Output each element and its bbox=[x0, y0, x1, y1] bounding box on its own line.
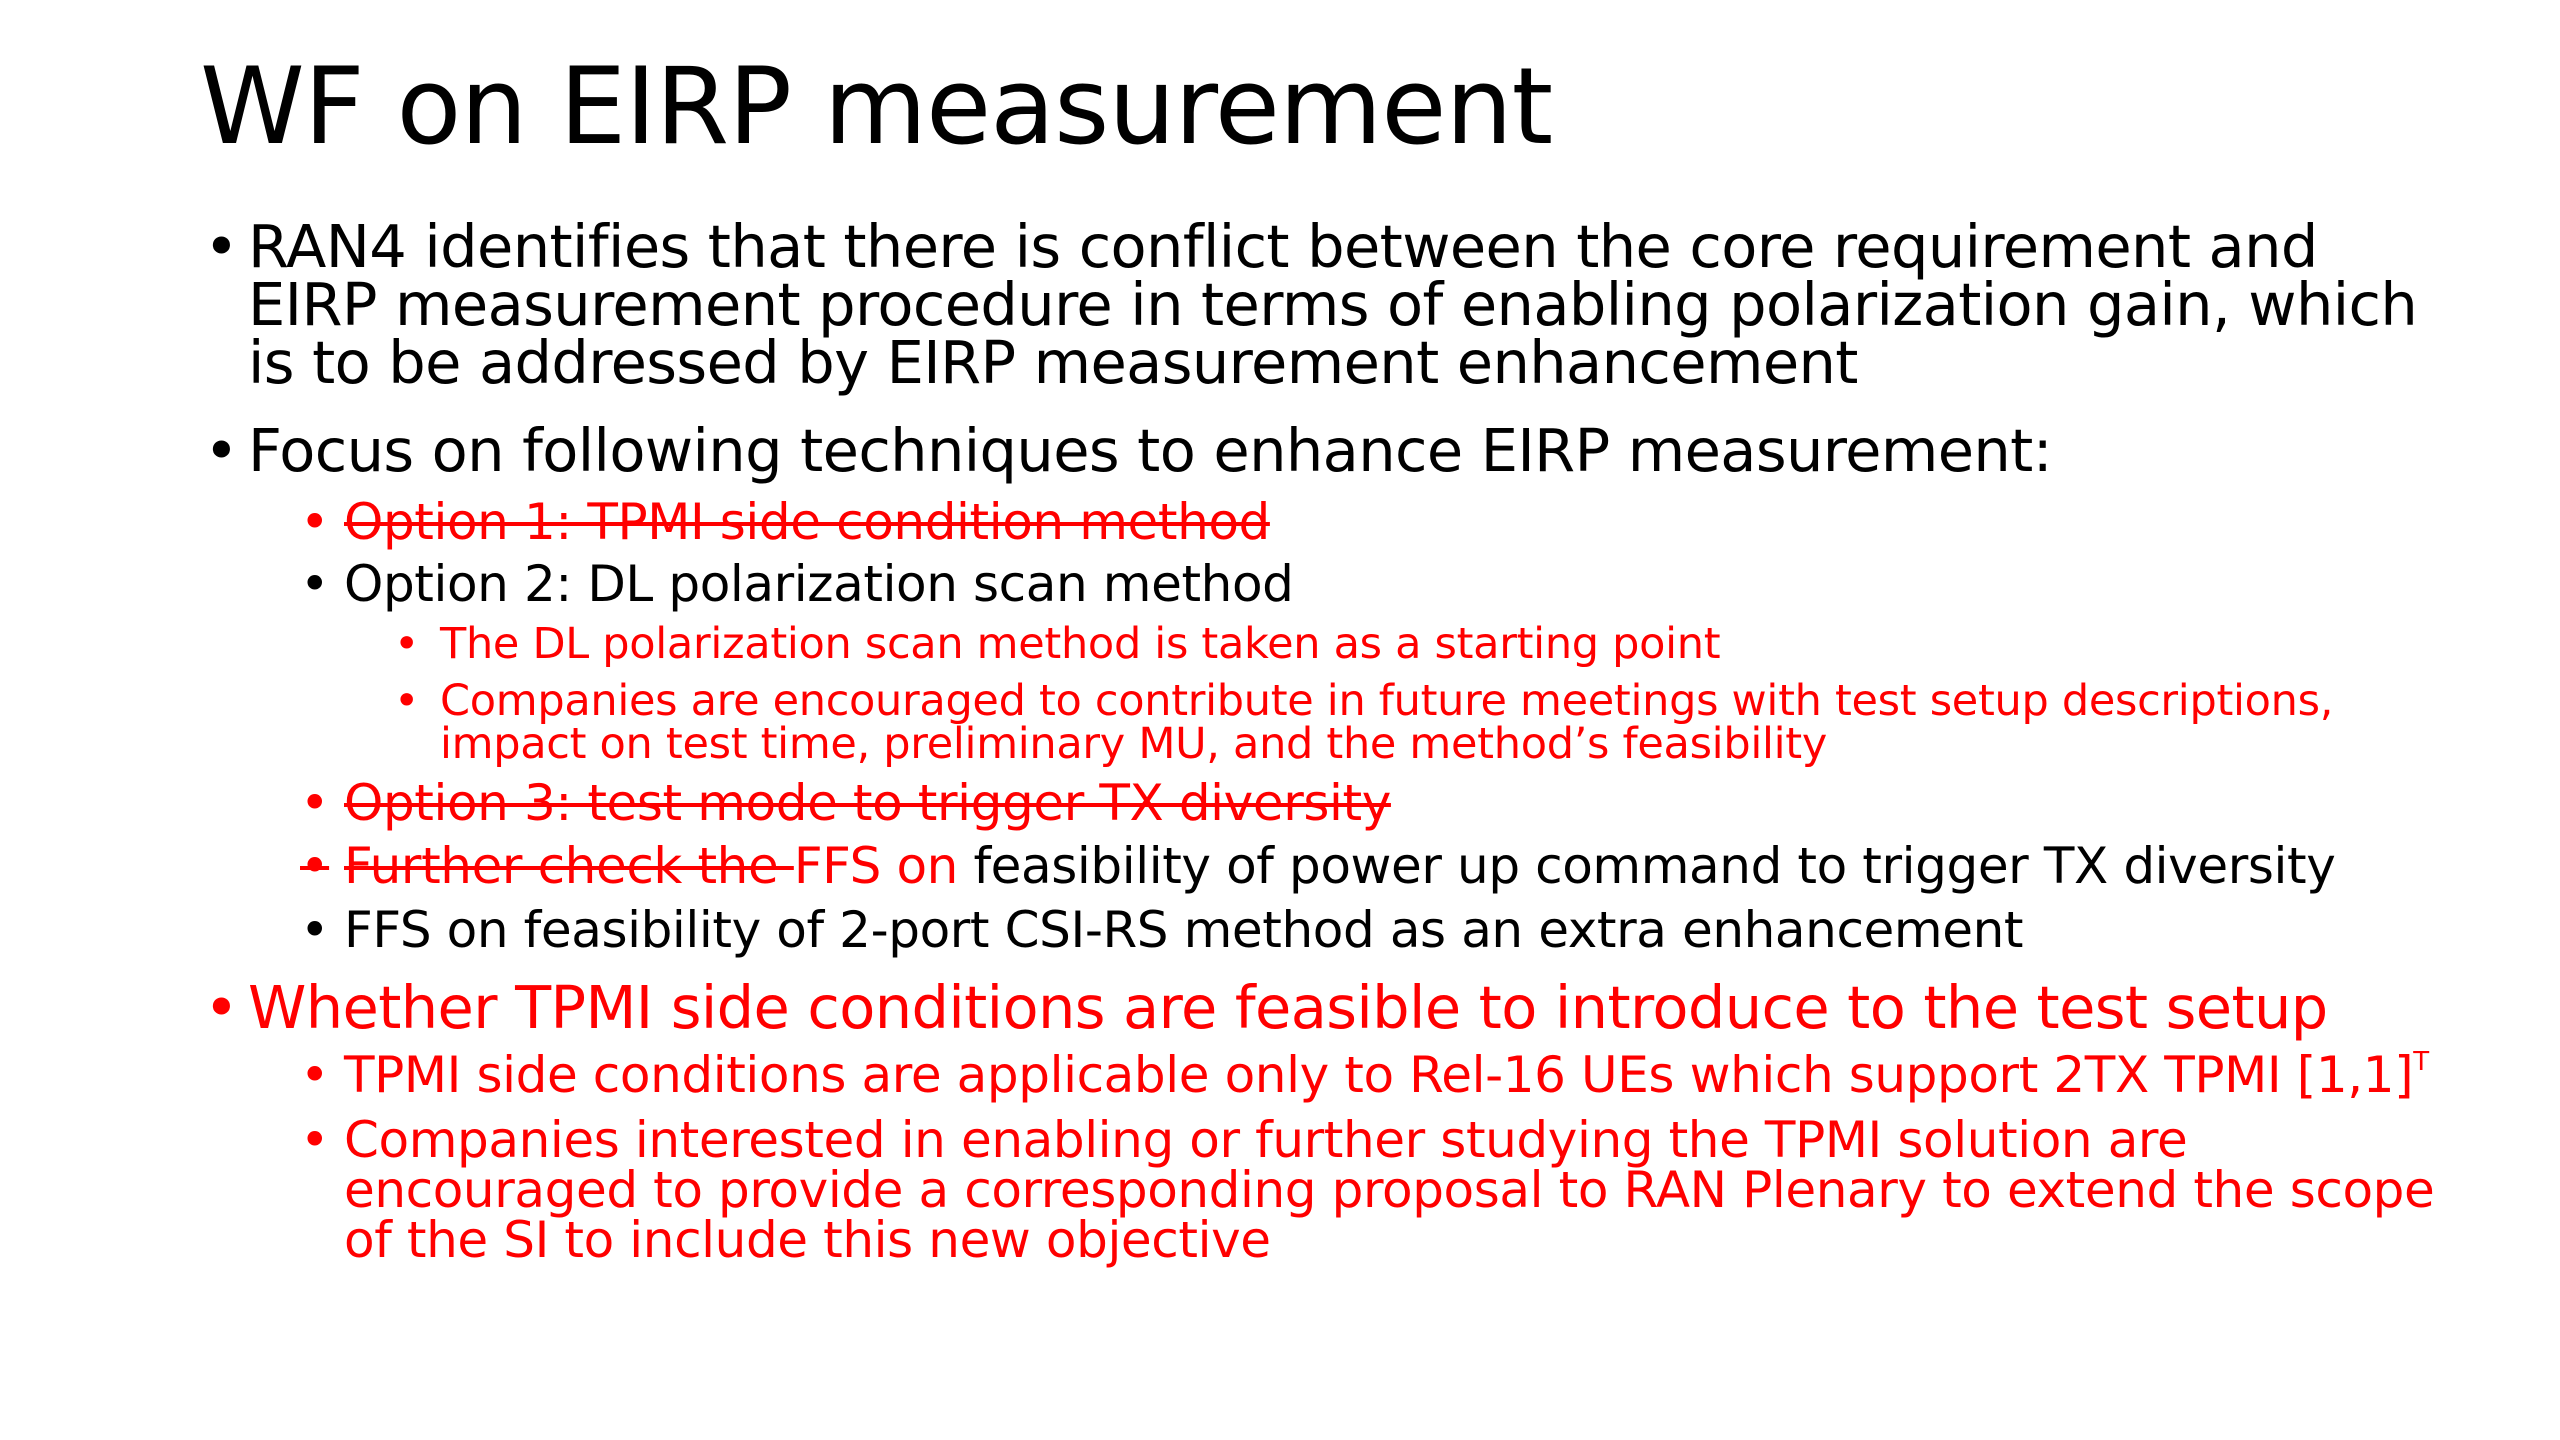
bullet-marker: • bbox=[300, 774, 330, 832]
text-line: Companies are encouraged to contribute in future meetings with test setup descriptions, bbox=[440, 676, 2334, 726]
inserted-text: FFS on bbox=[793, 837, 958, 895]
text-line: Focus on following techniques to enhance EIRP measurement: bbox=[248, 416, 2052, 485]
text-line: Companies interested in enabling or further studying the TPMI solution are bbox=[344, 1111, 2188, 1169]
bullet-marker: • bbox=[204, 212, 239, 281]
text-line: impact on test time, preliminary MU, and the method’s feasibility bbox=[440, 719, 1827, 769]
bullet-marker: • bbox=[300, 1111, 330, 1169]
tpmi-companies-proposal bbox=[300, 1111, 2435, 1269]
text-line: encouraged to provide a corresponding proposal to RAN Plenary to extend the scope bbox=[344, 1161, 2435, 1219]
text-line: EIRP measurement procedure in terms of enabling polarization gain, which bbox=[248, 270, 2418, 339]
struck-text: Further check the bbox=[344, 837, 794, 895]
ffs-2-port-csi-rs bbox=[300, 901, 2024, 959]
bullet-item-tpmi-feasible bbox=[204, 973, 2328, 1042]
text-line: Option 3: test mode to trigger TX diversity bbox=[344, 774, 1391, 832]
bullet-marker: • bbox=[204, 416, 239, 485]
bullet-marker: • bbox=[300, 1046, 330, 1104]
bullet-marker: • bbox=[300, 901, 330, 959]
text-line: is to be addressed by EIRP measurement enhancement bbox=[248, 328, 1858, 397]
text-line: Whether TPMI side conditions are feasible to introduce to the test setup bbox=[248, 973, 2328, 1042]
text-line: feasibility of power up command to trigger TX diversity bbox=[957, 837, 2336, 895]
text-line: of the SI to include this new objective bbox=[344, 1211, 1271, 1269]
bullet-item-focus bbox=[204, 416, 2052, 485]
option-3-struck bbox=[300, 774, 1391, 832]
slide-title: WF on EIRP measurement bbox=[200, 45, 1553, 168]
tpmi-rel16-applicable bbox=[300, 1046, 2429, 1104]
option-2-subpoint-contribute bbox=[394, 676, 2334, 769]
text-line: Option 1: TPMI side condition method bbox=[344, 493, 1270, 551]
bullet-item-conflict bbox=[204, 212, 2418, 397]
text-line: RAN4 identifies that there is conflict between the core requirement and bbox=[248, 212, 2318, 281]
bullet-marker: • bbox=[300, 837, 330, 895]
text-line: FFS on feasibility of 2-port CSI-RS method as an extra enhancement bbox=[344, 901, 2024, 959]
bullet-marker: • bbox=[394, 676, 420, 726]
text-line: The DL polarization scan method is taken as a starting point bbox=[440, 619, 1721, 669]
option-2-subpoint-starting-point bbox=[394, 619, 1721, 669]
option-2 bbox=[300, 555, 1294, 613]
ffs-power-up-command bbox=[300, 837, 2336, 895]
text-line: Option 2: DL polarization scan method bbox=[344, 555, 1294, 613]
bullet-marker: • bbox=[300, 493, 330, 551]
option-1-struck bbox=[300, 493, 1270, 551]
bullet-marker: • bbox=[394, 619, 420, 669]
transpose-superscript: T bbox=[2413, 1047, 2429, 1078]
bullet-marker: • bbox=[204, 973, 239, 1042]
text-line: TPMI side conditions are applicable only to Rel-16 UEs which support 2TX TPMI [1,1] bbox=[344, 1046, 2414, 1104]
bullet-marker: • bbox=[300, 555, 330, 613]
